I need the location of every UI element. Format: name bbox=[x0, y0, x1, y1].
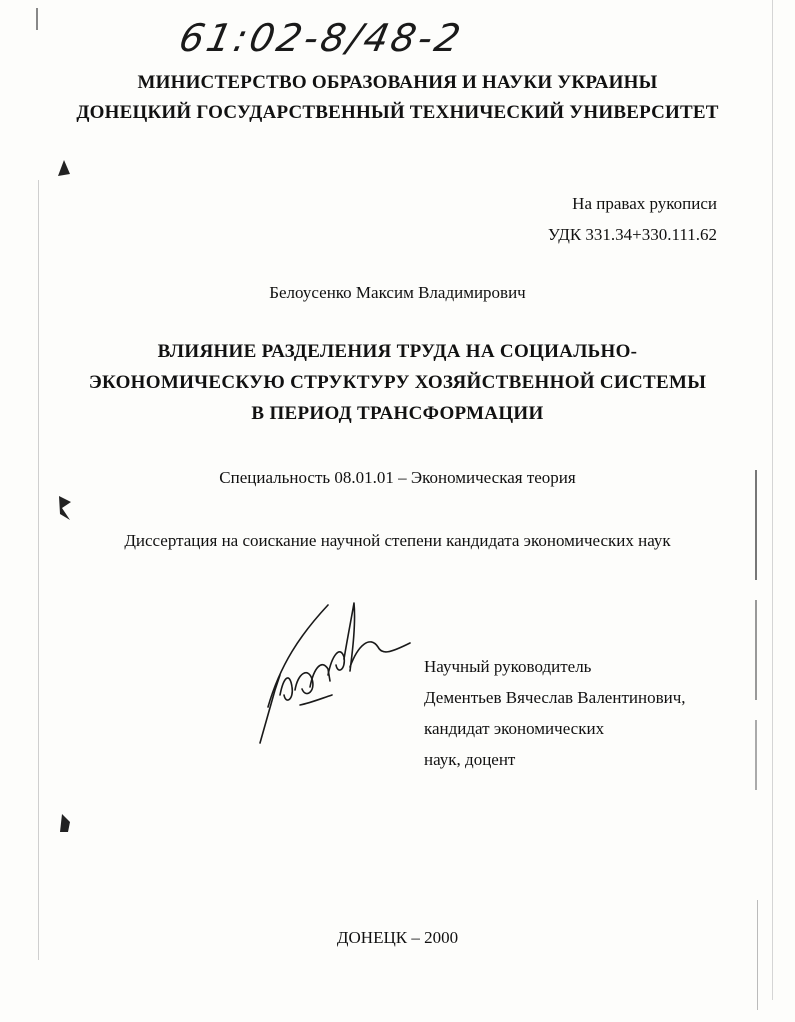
udk-code: УДК 331.34+330.111.62 bbox=[547, 225, 717, 244]
supervisor-label: Научный руководитель bbox=[424, 657, 592, 676]
university-heading: ДОНЕЦКИЙ ГОСУДАРСТВЕННЫЙ ТЕХНИЧЕСКИЙ УНИВЕРСИТЕТ bbox=[76, 102, 719, 123]
right-margin-line bbox=[772, 0, 773, 1000]
left-margin-mark bbox=[36, 8, 38, 30]
author-name: Белоусенко Максим Владимирович bbox=[269, 283, 526, 302]
author-signature bbox=[240, 595, 420, 755]
dissertation-line: Диссертация на соискание научной степени кандидата экономических наук bbox=[124, 531, 671, 550]
right-margin-dash-3 bbox=[755, 720, 757, 790]
supervisor-name: Дементьев Вячеслав Валентинович, bbox=[424, 688, 686, 707]
ministry-heading: МИНИСТЕРСТВО ОБРАЗОВАНИЯ И НАУКИ УКРАИНЫ bbox=[137, 72, 658, 93]
thesis-title-line-3: В ПЕРИОД ТРАНСФОРМАЦИИ bbox=[251, 403, 544, 424]
specialty-line: Специальность 08.01.01 – Экономическая теория bbox=[219, 468, 576, 487]
handwritten-archive-code: 61:02-8/48-2 bbox=[175, 16, 468, 60]
binding-mark-3 bbox=[58, 810, 72, 834]
rights-note: На правах рукописи bbox=[572, 194, 717, 213]
supervisor-degree-line-2: наук, доцент bbox=[424, 750, 516, 769]
supervisor-degree-line-1: кандидат экономических bbox=[424, 719, 605, 738]
thesis-title-line-2: ЭКОНОМИЧЕСКУЮ СТРУКТУРУ ХОЗЯЙСТВЕННОЙ СИСТЕМЫ bbox=[88, 372, 707, 393]
right-margin-dash-4 bbox=[757, 900, 758, 1010]
city-year: ДОНЕЦК – 2000 bbox=[336, 928, 459, 947]
thesis-title-line-1: ВЛИЯНИЕ РАЗДЕЛЕНИЯ ТРУДА НА СОЦИАЛЬНО- bbox=[157, 341, 638, 362]
binding-mark-1 bbox=[56, 158, 72, 178]
right-margin-dash-2 bbox=[755, 600, 757, 700]
binding-mark-2 bbox=[56, 494, 74, 522]
